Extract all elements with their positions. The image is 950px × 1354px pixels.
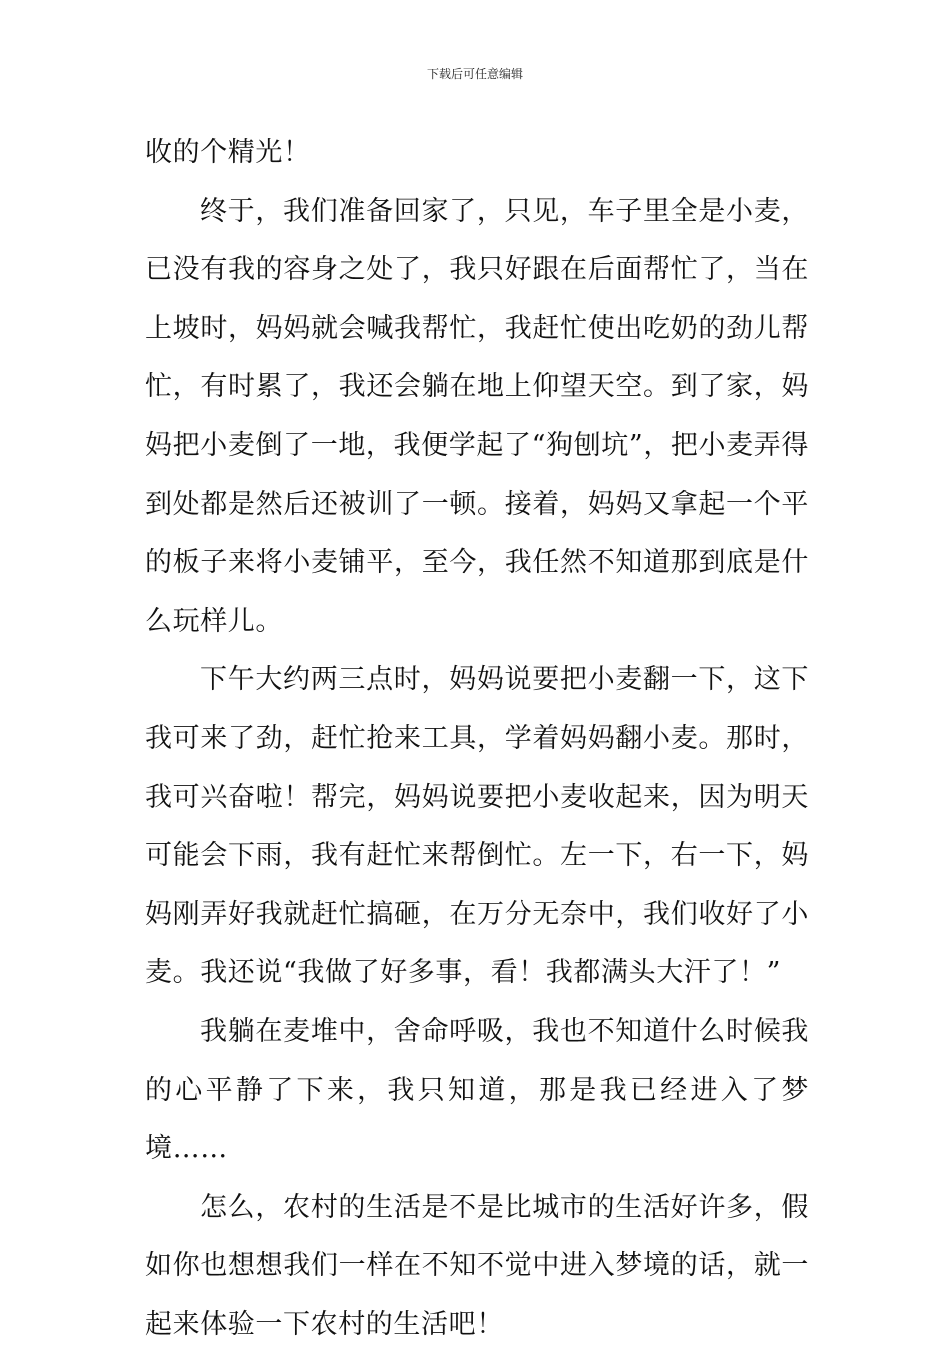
paragraph-dreaming: 我躺在麦堆中，舍命呼吸，我也不知道什么时候我的心平静了下来，我只知道，那是我已经进入了梦境…… [145,1015,809,1165]
paragraph-afternoon: 下午大约两三点时，妈妈说要把小麦翻一下，这下我可来了劲，赶忙抢来工具，学着妈妈翻小麦。那时，我可兴奋啦！帮完，妈妈说要把小麦收起来，因为明天可能会下雨，我有赶忙来帮倒忙。左一下，右一下，妈妈刚弄好我就赶忙搞砸，在万分无奈中，我们收好了小麦。我还说“我做了好多事，看！我都满头大汗了！” [145,664,809,989]
page-header: 下载后可任意编辑 [426,67,523,81]
paragraph-conclusion: 怎么，农村的生活是不是比城市的生活好许多，假如你也想想我们一样在不知不觉中进入梦境的话，就一起来体验一下农村的生活吧！ [145,1191,809,1340]
paragraph-going-home: 终于，我们准备回家了，只见，车子里全是小麦，已没有我的容身之处了，我只好跟在后面帮忙了，当在上坡时，妈妈就会喊我帮忙，我赶忙使出吃奶的劲儿帮忙，有时累了，我还会躺在地上仰望天空。到了家，妈妈把小麦倒了一地，我便学起了“狗刨坑”，把小麦弄得到处都是然后还被训了一顿。接着，妈妈又拿起一个平的板子来将小麦铺平，至今，我任然不知道那到底是什么玩样儿。 [145,195,809,637]
paragraph-continuation: 收的个精光！ [145,137,311,168]
document-body [145,124,809,1354]
